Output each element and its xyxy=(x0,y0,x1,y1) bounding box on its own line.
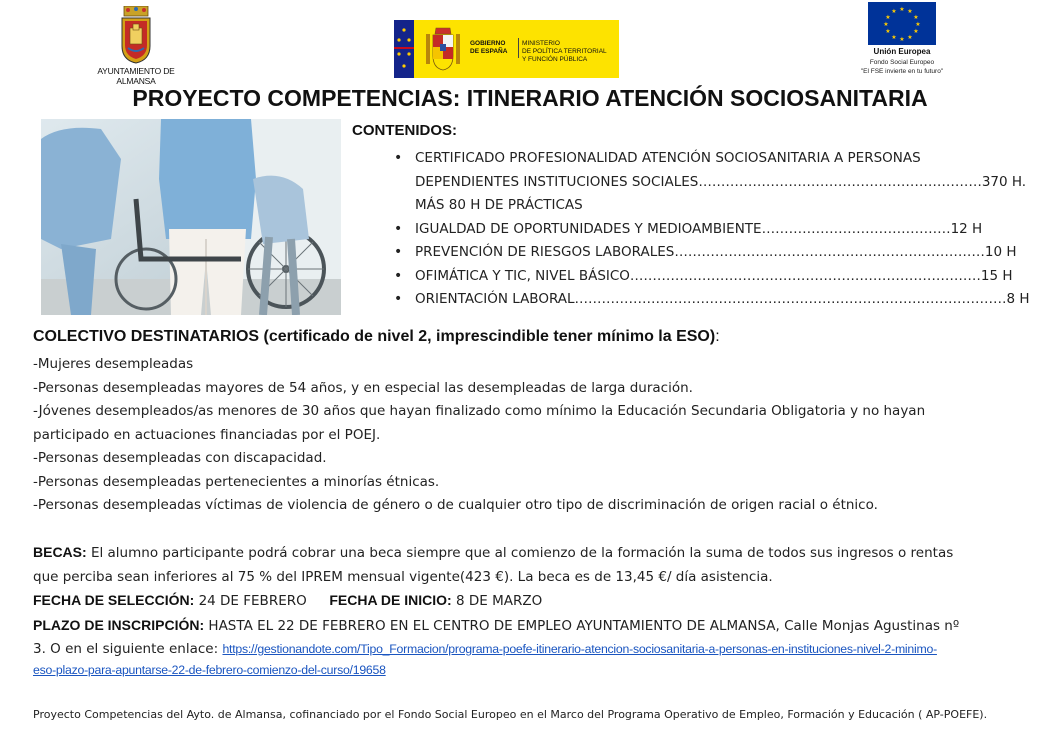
healthcare-photo-illustration xyxy=(41,119,341,315)
recipient-line: -Personas desempleadas mayores de 54 años, y en especial las desempleadas de larga duración. xyxy=(33,379,693,396)
svg-text:★: ★ xyxy=(907,8,913,15)
svg-text:★: ★ xyxy=(913,28,919,35)
gobierno-text xyxy=(470,40,518,56)
svg-text:★: ★ xyxy=(883,21,889,28)
svg-text:★: ★ xyxy=(899,36,905,43)
registration-line-3 xyxy=(33,662,1033,678)
selection-date-value: 24 DE FEBRERO xyxy=(194,593,307,609)
ministerio-line-2: DE POLÍTICA TERRITORIAL xyxy=(522,48,607,55)
registration-link-continued[interactable]: eso-plazo-para-apuntarse-22-de-febrero-comienzo-del-curso/19658 xyxy=(33,662,386,677)
svg-text:★: ★ xyxy=(915,21,921,28)
gobierno-espana-logo xyxy=(394,20,619,78)
contents-item-line: • OFIMÁTICA Y TIC, NIVEL BÁSICO……………………………………………………………………15 H xyxy=(415,267,1013,284)
recipient-line: -Personas desempleadas con discapacidad. xyxy=(33,450,327,466)
contents-item-line: • CERTIFICADO PROFESIONALIDAD ATENCIÓN SOCIOSANITARIA A PERSONAS xyxy=(415,150,921,166)
svg-text:★: ★ xyxy=(885,28,891,35)
eu-flag-strip xyxy=(394,20,414,78)
footer-note: Proyecto Competencias del Ayto. de Almansa, cofinanciado por el Fondo Social Europeo en el Marco del Programa Operativo de Empleo, Formación y Educación ( AP-POEFE). xyxy=(33,708,988,721)
registration-label: PLAZO DE INSCRIPCIÓN: xyxy=(33,616,205,633)
recipients-heading xyxy=(33,328,720,346)
registration-text-2: 3. O en el siguiente enlace: xyxy=(33,641,223,657)
almansa-coat-of-arms-icon xyxy=(118,6,154,64)
recipients-heading-colon: : xyxy=(715,328,720,345)
svg-text:★: ★ xyxy=(899,6,905,13)
caregiver-wheelchair-photo xyxy=(41,119,341,315)
selection-date-label: FECHA DE SELECCIÓN: xyxy=(33,592,195,608)
contents-item xyxy=(392,218,1012,242)
contents-item xyxy=(392,241,1017,265)
ministerio-text xyxy=(522,40,618,64)
page-title: PROYECTO COMPETENCIAS: ITINERARIO ATENCIÓN SOCIOSANITARIA xyxy=(132,85,928,111)
recipients-heading-text: COLECTIVO DESTINATARIOS (certificado de nivel 2, imprescindible tener mínimo la ESO) xyxy=(33,328,716,345)
dates-line xyxy=(33,589,1033,614)
svg-text:★: ★ xyxy=(891,34,897,41)
contents-item-line: • IGUALDAD DE OPORTUNIDADES Y MEDIOAMBIENTE……………………………………12 H xyxy=(415,220,983,237)
contents-list xyxy=(392,147,1030,312)
recipient-line: -Personas desempleadas pertenecientes a minorías étnicas. xyxy=(33,473,440,490)
ayuntamiento-almansa-logo xyxy=(88,6,184,86)
eu-stars-circle-icon xyxy=(868,2,936,45)
svg-text:★: ★ xyxy=(891,8,897,15)
logo-divider xyxy=(518,38,519,58)
becas-label: BECAS: xyxy=(33,544,87,560)
recipient-line: -Jóvenes desempleados/as menores de 30 años que hayan finalizado como mínimo la Educación Secundaria Obligatoria y no hayan xyxy=(33,403,926,419)
registration-line-2 xyxy=(33,638,1033,662)
spain-coat-of-arms-icon xyxy=(424,26,462,72)
contents-item xyxy=(392,265,1012,289)
registration-link[interactable]: https://gestionandote.com/Tipo_Formacion/programa-poefe-itinerario-atencion-sociosanitaria-a-personas-en-instituciones-nivel-2-minimo- xyxy=(222,642,937,656)
contents-item-line: MÁS 80 H DE PRÁCTICAS xyxy=(415,197,583,213)
gobierno-line-2: DE ESPAÑA xyxy=(470,48,508,55)
contents-item-line: DEPENDIENTES INSTITUCIONES SOCIALES………………………………………………………370 H. xyxy=(415,173,1027,190)
contents-item-line: • ORIENTACIÓN LABORAL……………………………………………………………………………………8 H xyxy=(415,291,1030,307)
almansa-caption: AYUNTAMIENTO DE ALMANSA xyxy=(97,66,175,86)
recipient-line: -Mujeres desempleadas xyxy=(33,356,194,372)
contents-item xyxy=(392,147,1027,218)
contents-item xyxy=(392,288,1030,312)
start-date-value: 8 DE MARZO xyxy=(451,593,543,609)
svg-text:★: ★ xyxy=(907,34,913,41)
recipient-line: participado en actuaciones financiadas por el POEJ. xyxy=(33,426,381,443)
union-europea-logo xyxy=(846,2,966,82)
eu-motto: "El FSE invierte en tu futuro" xyxy=(860,68,944,75)
svg-text:★: ★ xyxy=(913,14,919,21)
contents-item-line: • PREVENCIÓN DE RIESGOS LABORALES……………………………………………………………10 H xyxy=(415,244,1017,260)
eu-subtitle: Fondo Social Europeo xyxy=(869,59,935,66)
recipients-list xyxy=(33,353,1033,518)
eu-stars-icon xyxy=(394,20,414,78)
registration-text-1: HASTA EL 22 DE FEBRERO EN EL CENTRO DE EMPLEO AYUNTAMIENTO DE ALMANSA, Calle Monjas Agustinas nº xyxy=(204,617,960,634)
becas-line-1 xyxy=(33,541,1033,566)
registration-line-1 xyxy=(33,614,1033,639)
becas-text-2: que perciba sean inferiores al 75 % del IPREM mensual vigente(423 €). La beca es de 13,45 €/ día asistencia. xyxy=(33,568,773,585)
contents-heading: CONTENIDOS: xyxy=(352,122,457,139)
svg-text:★: ★ xyxy=(885,14,891,21)
ministerio-line-3: Y FUNCIÓN PÚBLICA xyxy=(522,56,588,63)
becas-text-1: El alumno participante podrá cobrar una beca siempre que al comienzo de la formación la suma de todos sus ingresos o rentas xyxy=(86,545,954,561)
gobierno-line-1: GOBIERNO xyxy=(470,40,506,47)
ministerio-line-1: MINISTERIO xyxy=(522,40,560,47)
eu-flag xyxy=(868,2,936,45)
start-date-label: FECHA DE INICIO: xyxy=(329,592,452,608)
recipient-line: -Personas desempleadas víctimas de violencia de género o de cualquier otro tipo de discriminación de origen racial o étnico. xyxy=(33,497,878,513)
becas-section xyxy=(33,541,1033,678)
eu-title: Unión Europea xyxy=(873,47,931,56)
